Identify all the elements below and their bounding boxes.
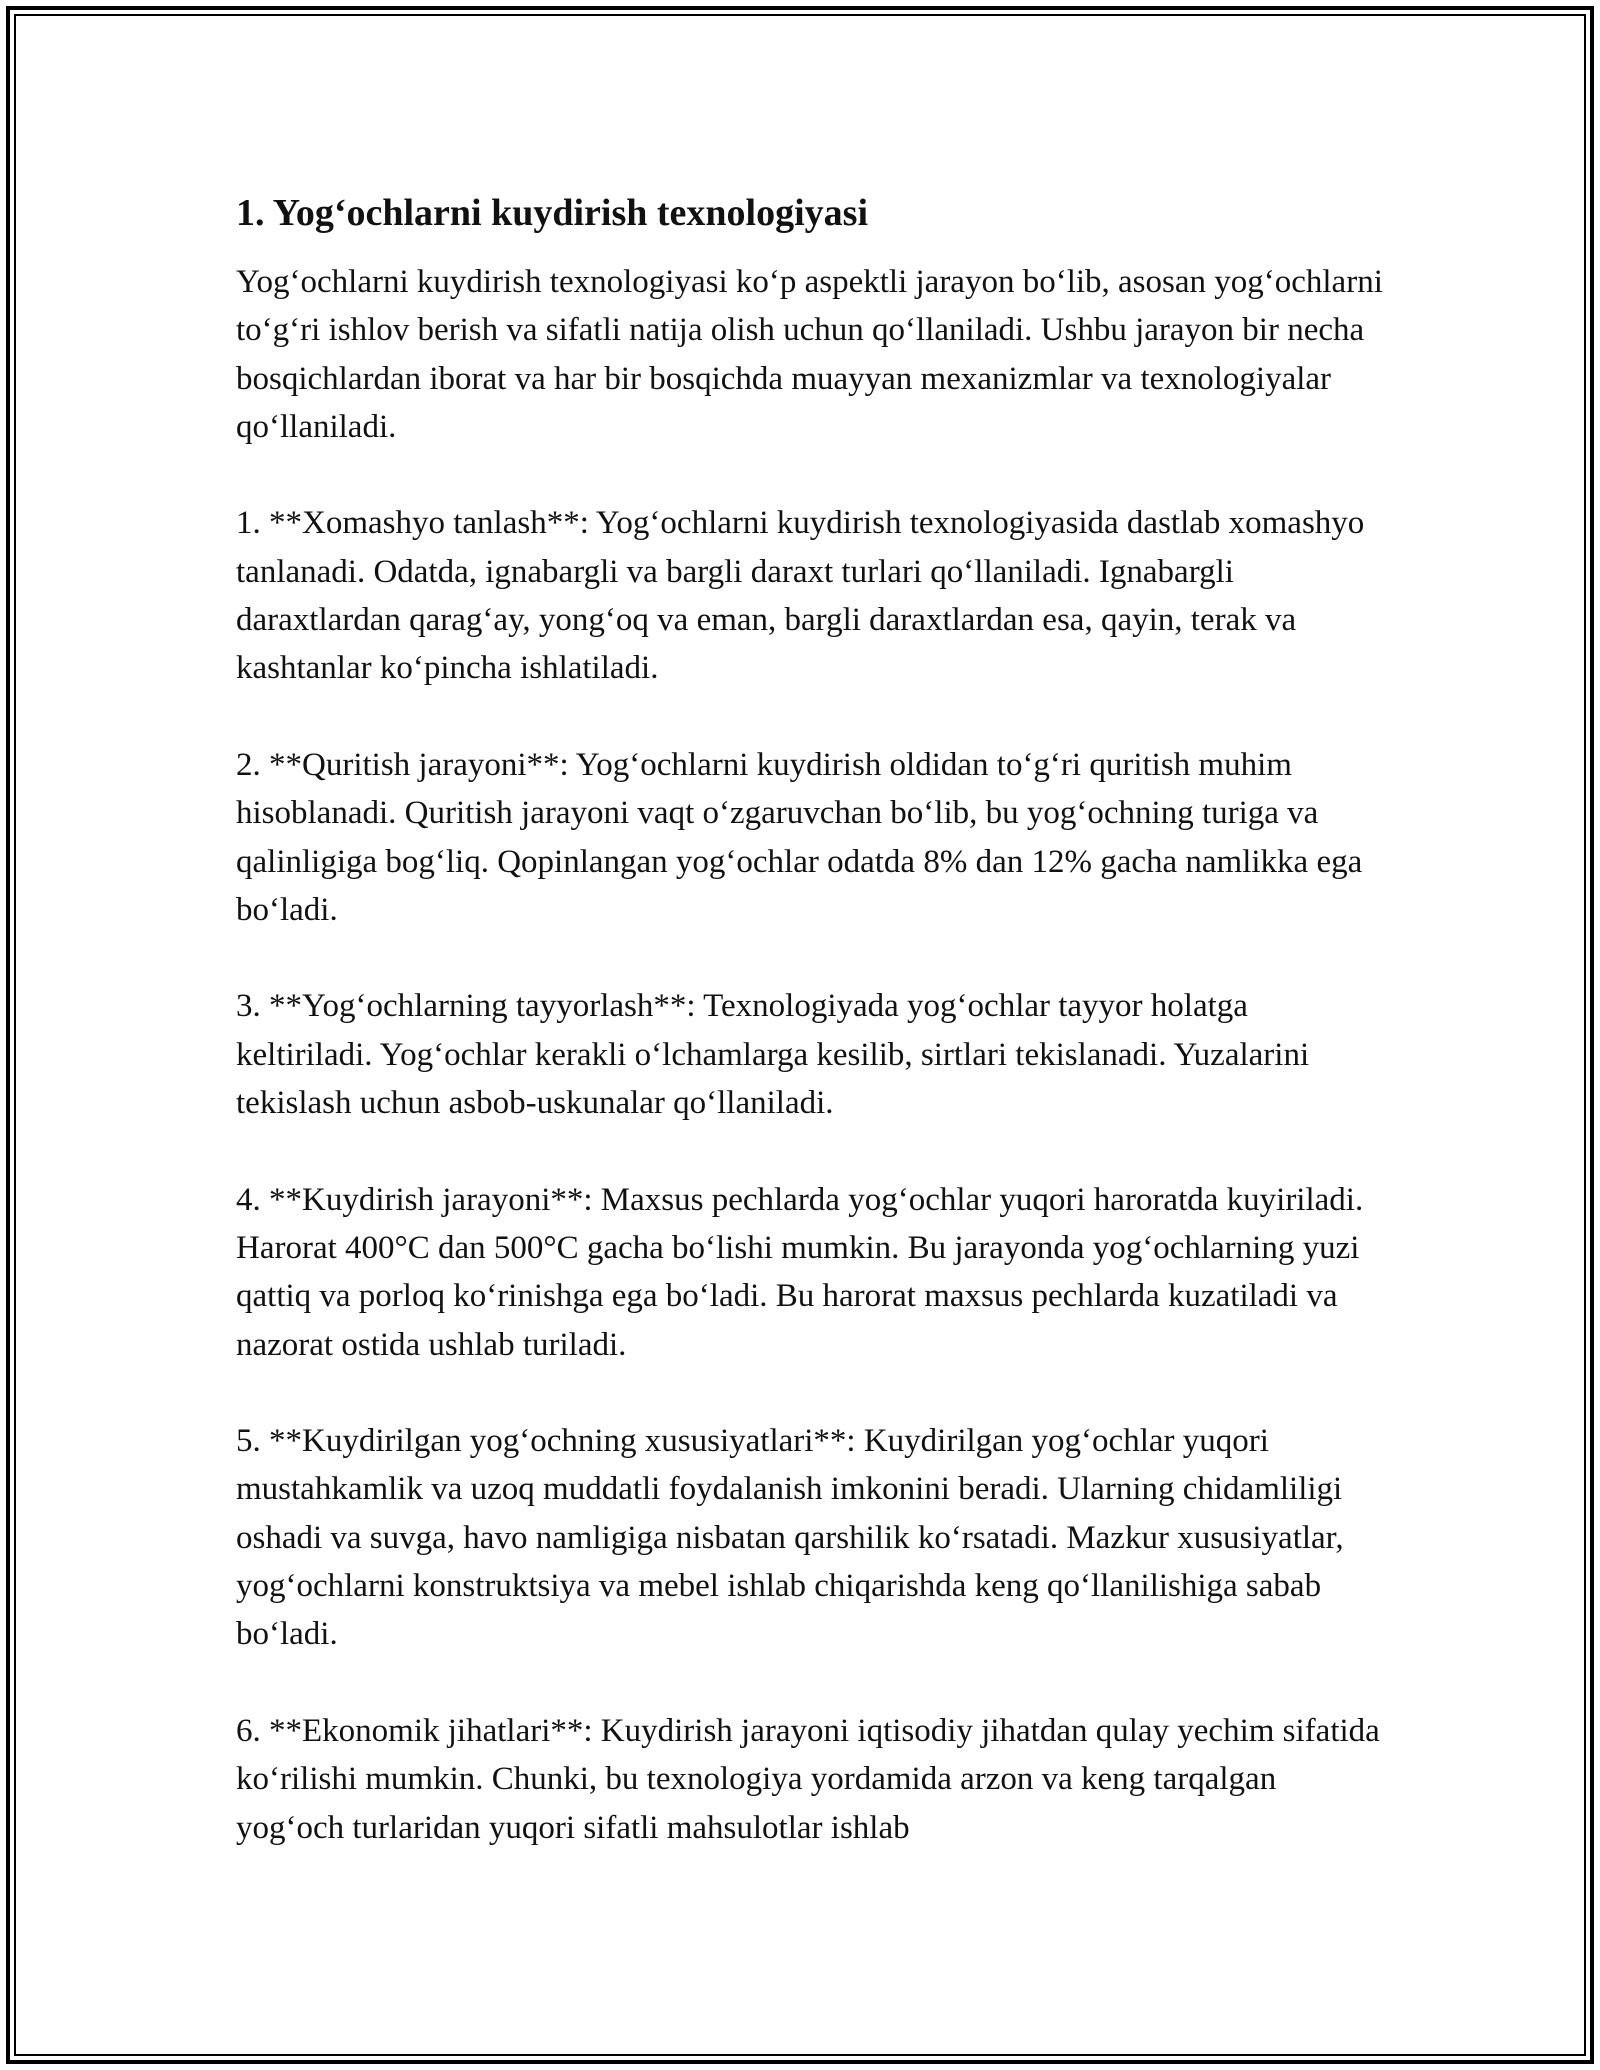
paragraph-properties: 5. **Kuydirilgan yog‘ochning xususiyatlari**: Kuydirilgan yog‘ochlar yuqori mustahkamlik va uzoq muddatli foydalanish imkonini beradi. Ularning chidamliligi oshadi va suvga, havo namligiga nisbatan qarshilik ko‘rsatadi. Mazkur xususiyatlar, yog‘ochlarni konstruktsiya va mebel ishlab chiqarishda keng qo‘llanilishiga sabab bo‘ladi. <box>236 1423 1344 1653</box>
intro-paragraph: Yog‘ochlarni kuydirish texnologiyasi ko‘p aspektli jarayon bo‘lib, asosan yog‘ochlarni to‘g‘ri ishlov berish va sifatli natija olish uchun qo‘llaniladi. Ushbu jarayon bir necha bosqichlardan iborat va har bir bosqichda muayyan mexanizmlar va texnologiyalar qo‘llaniladi. <box>236 264 1383 445</box>
paragraph-economics: 6. **Ekonomik jihatlari**: Kuydirish jarayoni iqtisodiy jihatdan qulay yechim sifatida ko‘rilishi mumkin. Chunki, bu texnologiya yordamida arzon va keng tarqalgan yog‘och turlaridan yuqori sifatli mahsulotlar ishlab <box>236 1712 1380 1846</box>
paragraph-preparation: 3. **Yog‘ochlarning tayyorlash**: Texnologiyada yog‘ochlar tayyor holatga keltiriladi. Yog‘ochlar kerakli o‘lchamlarga kesilib, sirtlari tekislanadi. Yuzalarini tekislash uchun asbob-uskunalar qo‘llaniladi. <box>236 988 1310 1122</box>
paragraph-drying: 2. **Quritish jarayoni**: Yog‘ochlarni kuydirish oldidan to‘g‘ri quritish muhim hisoblanadi. Quritish jarayoni vaqt o‘zgaruvchan bo‘lib, bu yog‘ochning turiga va qalinligiga bog‘liq. Qopinlangan yog‘ochlar odatda 8% dan 12% gacha namlikka ega bo‘ladi. <box>236 746 1363 928</box>
page-title: 1. Yog‘ochlarni kuydirish texnologiyasi <box>236 192 869 234</box>
document-body <box>236 188 1386 1900</box>
paragraph-raw-material: 1. **Xomashyo tanlash**: Yog‘ochlarni kuydirish texnologiyasida dastlab xomashyo tanlanadi. Odatda, ignabargli va bargli daraxt turlari qo‘llaniladi. Ignabargli daraxtlardan qarag‘ay, yong‘oq va eman, bargli daraxtlardan esa, qayin, terak va kashtanlar ko‘pincha ishlatiladi. <box>236 505 1365 687</box>
paragraph-burning-process: 4. **Kuydirish jarayoni**: Maxsus pechlarda yog‘ochlar yuqori haroratda kuyiriladi. Harorat 400°C dan 500°C gacha bo‘lishi mumkin. Bu jarayonda yog‘ochlarning yuzi qattiq va porloq ko‘rinishga ega bo‘ladi. Bu harorat maxsus pechlarda kuzatiladi va nazorat ostida ushlab turiladi. <box>236 1181 1364 1363</box>
